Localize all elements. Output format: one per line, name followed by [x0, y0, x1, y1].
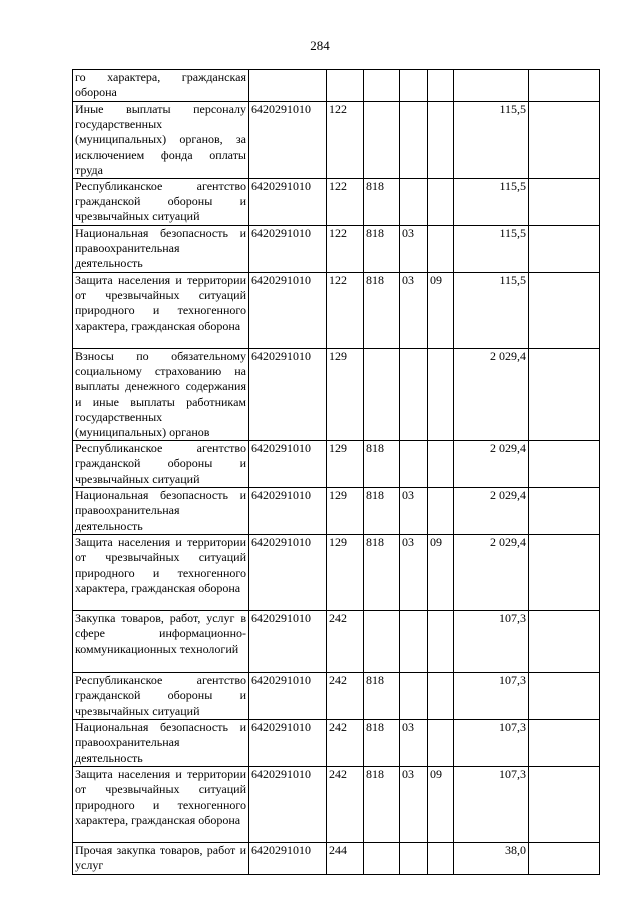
table-row [73, 441, 600, 488]
expense-type-cell: 122 [327, 226, 364, 273]
subsection-cell [428, 179, 454, 226]
extra-amount-cell [529, 179, 600, 226]
section-cell [400, 70, 428, 102]
ministry-code-cell: 818 [364, 673, 400, 720]
target-article-code-cell: 6420291010 [249, 488, 327, 535]
ministry-code-cell [364, 70, 400, 102]
subsection-cell [428, 673, 454, 720]
extra-amount-cell [529, 70, 600, 102]
ministry-code-cell: 818 [364, 767, 400, 843]
amount-cell: 107,3 [454, 673, 529, 720]
ministry-code-cell: 818 [364, 226, 400, 273]
amount-cell: 2 029,4 [454, 349, 529, 441]
budget-table [72, 69, 600, 875]
amount-cell: 115,5 [454, 102, 529, 179]
amount-cell: 115,5 [454, 273, 529, 349]
subsection-cell [428, 441, 454, 488]
table-row [73, 349, 600, 441]
section-cell [400, 179, 428, 226]
row-name-cell: Национальная безопасность и правоохранительная деятельность [73, 488, 249, 535]
target-article-code-cell: 6420291010 [249, 767, 327, 843]
table-row [73, 611, 600, 673]
section-cell: 03 [400, 535, 428, 611]
row-name-cell: Национальная безопасность и правоохранительная деятельность [73, 226, 249, 273]
subsection-cell [428, 488, 454, 535]
extra-amount-cell [529, 673, 600, 720]
row-name-cell: Прочая закупка товаров, работ и услуг [73, 843, 249, 875]
subsection-cell [428, 843, 454, 875]
extra-amount-cell [529, 535, 600, 611]
row-name-cell: Республиканское агентство гражданской обороны и чрезвычайных ситуаций [73, 441, 249, 488]
extra-amount-cell [529, 488, 600, 535]
expense-type-cell: 129 [327, 441, 364, 488]
ministry-code-cell [364, 611, 400, 673]
table-body [73, 70, 600, 875]
target-article-code-cell: 6420291010 [249, 349, 327, 441]
ministry-code-cell: 818 [364, 179, 400, 226]
table-row [73, 673, 600, 720]
extra-amount-cell [529, 843, 600, 875]
ministry-code-cell [364, 102, 400, 179]
extra-amount-cell [529, 720, 600, 767]
table-row [73, 179, 600, 226]
row-name-cell: Национальная безопасность и правоохранительная деятельность [73, 720, 249, 767]
row-name-cell: Взносы по обязательному социальному страхованию на выплаты денежного содержания и иные выплаты работникам государственных (муниципальных) органов [73, 349, 249, 441]
target-article-code-cell: 6420291010 [249, 535, 327, 611]
section-cell: 03 [400, 488, 428, 535]
expense-type-cell: 129 [327, 488, 364, 535]
subsection-cell [428, 349, 454, 441]
target-article-code-cell: 6420291010 [249, 179, 327, 226]
expense-type-cell: 122 [327, 179, 364, 226]
section-cell: 03 [400, 273, 428, 349]
table-row [73, 226, 600, 273]
ministry-code-cell: 818 [364, 441, 400, 488]
target-article-code-cell: 6420291010 [249, 720, 327, 767]
expense-type-cell: 129 [327, 535, 364, 611]
amount-cell: 115,5 [454, 226, 529, 273]
section-cell [400, 349, 428, 441]
extra-amount-cell [529, 349, 600, 441]
ministry-code-cell: 818 [364, 488, 400, 535]
target-article-code-cell: 6420291010 [249, 673, 327, 720]
table-row [73, 535, 600, 611]
amount-cell: 107,3 [454, 720, 529, 767]
table-row [73, 767, 600, 843]
expense-type-cell: 244 [327, 843, 364, 875]
table-row [73, 273, 600, 349]
amount-cell: 107,3 [454, 611, 529, 673]
amount-cell [454, 70, 529, 102]
section-cell: 03 [400, 767, 428, 843]
expense-type-cell: 122 [327, 273, 364, 349]
section-cell [400, 673, 428, 720]
row-name-cell: Защита населения и территории от чрезвычайных ситуаций природного и техногенного характера, гражданская оборона [73, 273, 249, 349]
subsection-cell [428, 70, 454, 102]
subsection-cell [428, 102, 454, 179]
page-number: 284 [310, 38, 330, 53]
target-article-code-cell: 6420291010 [249, 611, 327, 673]
extra-amount-cell [529, 226, 600, 273]
section-cell [400, 102, 428, 179]
ministry-code-cell [364, 349, 400, 441]
table-row [73, 843, 600, 875]
row-name-cell: Республиканское агентство гражданской обороны и чрезвычайных ситуаций [73, 673, 249, 720]
section-cell: 03 [400, 720, 428, 767]
row-name-cell: Иные выплаты персоналу государственных (муниципальных) органов, за исключением фонда оплаты труда [73, 102, 249, 179]
subsection-cell: 09 [428, 535, 454, 611]
row-name-cell: Защита населения и территории от чрезвычайных ситуаций природного и техногенного характера, гражданская оборона [73, 535, 249, 611]
subsection-cell [428, 720, 454, 767]
subsection-cell [428, 226, 454, 273]
table-row [73, 102, 600, 179]
subsection-cell [428, 611, 454, 673]
amount-cell: 107,3 [454, 767, 529, 843]
ministry-code-cell: 818 [364, 535, 400, 611]
extra-amount-cell [529, 767, 600, 843]
amount-cell: 38,0 [454, 843, 529, 875]
extra-amount-cell [529, 441, 600, 488]
extra-amount-cell [529, 273, 600, 349]
table-row [73, 720, 600, 767]
section-cell: 03 [400, 226, 428, 273]
ministry-code-cell: 818 [364, 720, 400, 767]
expense-type-cell: 129 [327, 349, 364, 441]
amount-cell: 115,5 [454, 179, 529, 226]
ministry-code-cell: 818 [364, 273, 400, 349]
amount-cell: 2 029,4 [454, 488, 529, 535]
extra-amount-cell [529, 611, 600, 673]
table-row [73, 488, 600, 535]
table-row [73, 70, 600, 102]
target-article-code-cell: 6420291010 [249, 273, 327, 349]
amount-cell: 2 029,4 [454, 535, 529, 611]
row-name-cell: Закупка товаров, работ, услуг в сфере информационно-коммуникационных технологий [73, 611, 249, 673]
target-article-code-cell: 6420291010 [249, 226, 327, 273]
extra-amount-cell [529, 102, 600, 179]
subsection-cell: 09 [428, 767, 454, 843]
expense-type-cell: 242 [327, 767, 364, 843]
row-name-cell: Республиканское агентство гражданской обороны и чрезвычайных ситуаций [73, 179, 249, 226]
expense-type-cell [327, 70, 364, 102]
amount-cell: 2 029,4 [454, 441, 529, 488]
section-cell [400, 611, 428, 673]
subsection-cell: 09 [428, 273, 454, 349]
row-name-cell: го характера, гражданская оборона [73, 70, 249, 102]
expense-type-cell: 242 [327, 673, 364, 720]
expense-type-cell: 242 [327, 720, 364, 767]
target-article-code-cell: 6420291010 [249, 102, 327, 179]
section-cell [400, 441, 428, 488]
row-name-cell: Защита населения и территории от чрезвычайных ситуаций природного и техногенного характера, гражданская оборона [73, 767, 249, 843]
expense-type-cell: 242 [327, 611, 364, 673]
target-article-code-cell [249, 70, 327, 102]
target-article-code-cell: 6420291010 [249, 843, 327, 875]
section-cell [400, 843, 428, 875]
target-article-code-cell: 6420291010 [249, 441, 327, 488]
expense-type-cell: 122 [327, 102, 364, 179]
ministry-code-cell [364, 843, 400, 875]
